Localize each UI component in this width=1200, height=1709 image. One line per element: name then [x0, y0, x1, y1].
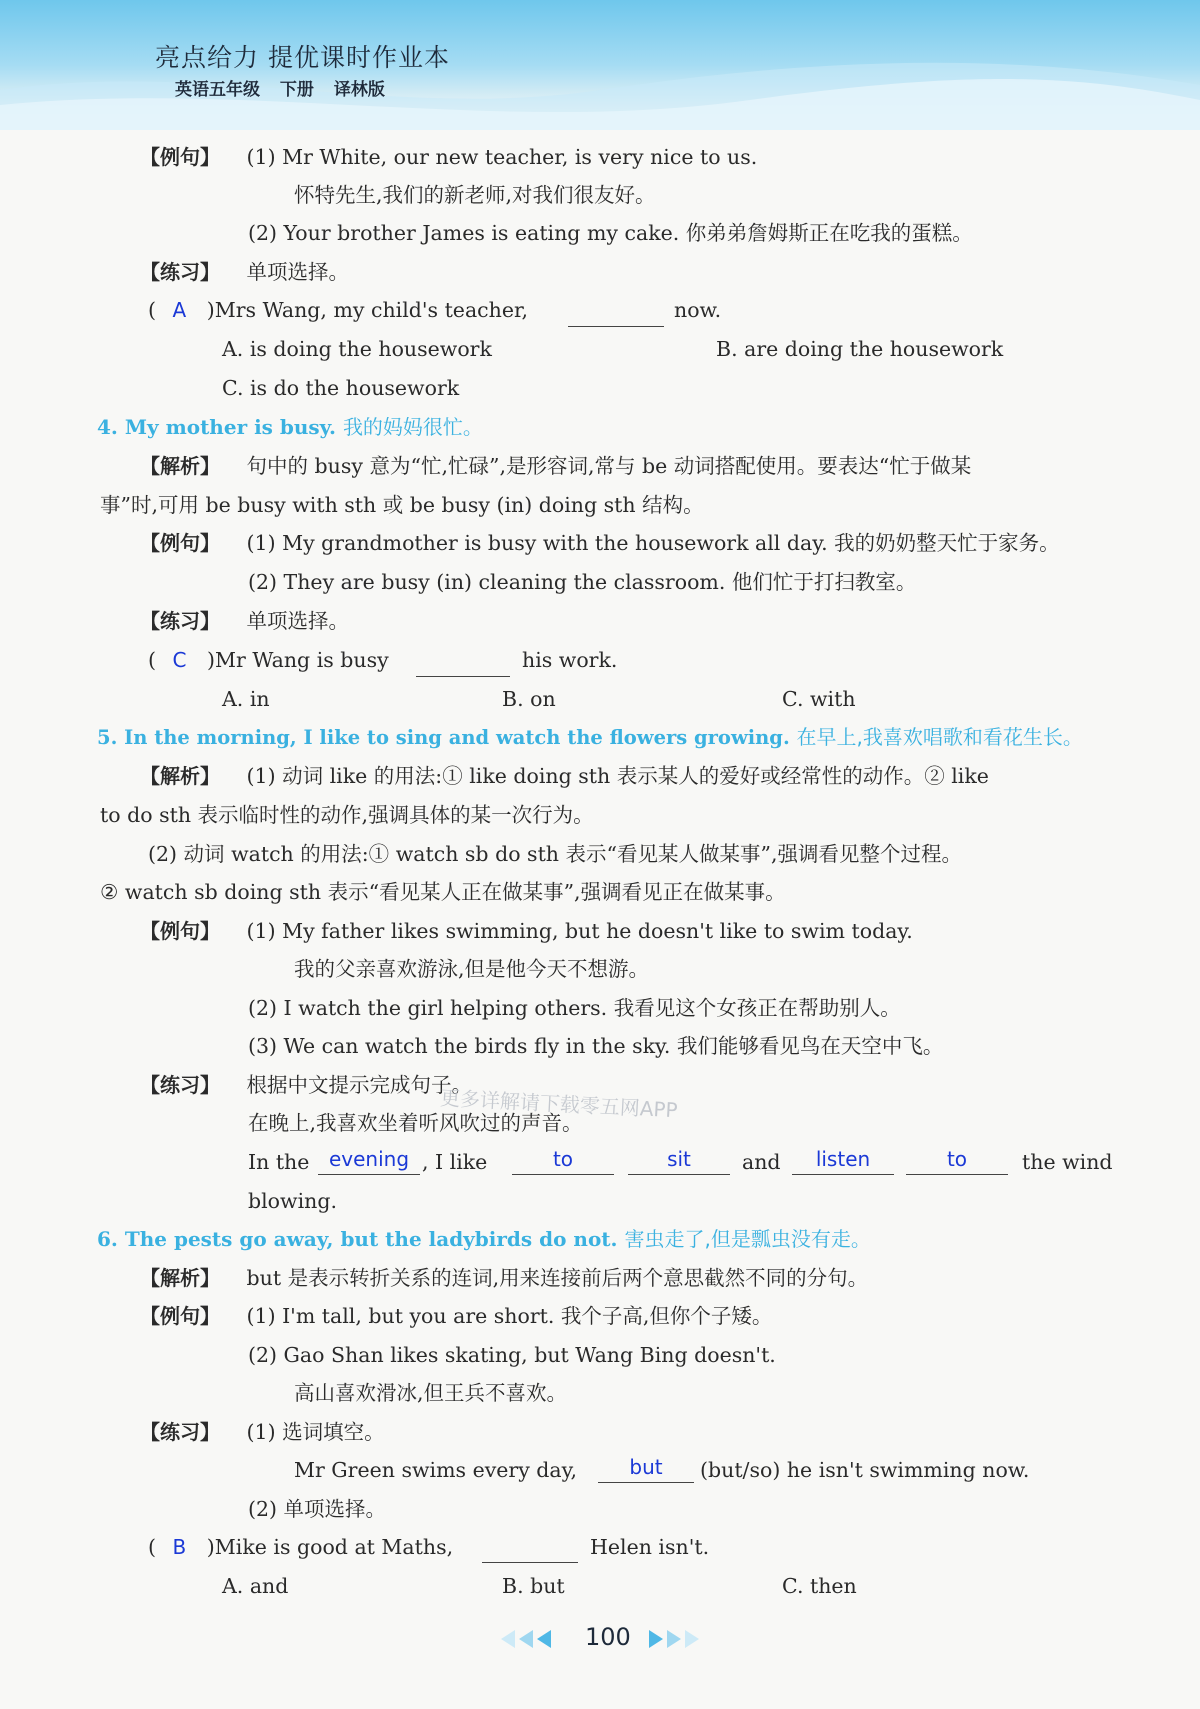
example-sentence: (2) I watch the girl helping others. 我看见这个女孩正在帮助别人。	[248, 996, 901, 1020]
watermark-text: 更多详解请下载零五网APP	[439, 1085, 679, 1123]
example-sentence: (1) My grandmother is busy with the housework all day. 我的奶奶整天忙于家务。	[246, 531, 1060, 555]
question-row	[148, 295, 528, 325]
answer-blank[interactable]: sit	[628, 1146, 730, 1175]
question-text: )Mr Wang is busy	[207, 648, 389, 672]
practice-prompt: 在晚上,我喜欢坐着听风吹过的声音。	[248, 1111, 583, 1135]
heading-english: 4. My mother is busy.	[97, 415, 336, 439]
example-tag: 【例句】	[140, 145, 220, 169]
paren-open: (	[148, 648, 156, 672]
analysis-text: (1) 动词 like 的用法:① like doing sth 表示某人的爱好或经常性的动作。② like	[246, 764, 989, 788]
question-end: Helen isn't.	[590, 1535, 710, 1559]
question-row	[148, 1532, 453, 1562]
example-row	[140, 142, 757, 172]
option-a: A. and	[222, 1574, 289, 1598]
answer-blank[interactable]: evening	[318, 1146, 420, 1175]
practice-title: 根据中文提示完成句子。	[246, 1073, 473, 1097]
answer-blank[interactable]	[568, 298, 664, 327]
heading-english: 5. In the morning, I like to sing and watch the flowers growing.	[97, 726, 790, 749]
section-heading	[97, 412, 483, 442]
option-c: C. is do the housework	[222, 376, 460, 400]
practice-title: 单项选择。	[246, 609, 350, 633]
analysis-tag: 【解析】	[140, 1266, 220, 1290]
practice-tag: 【练习】	[140, 1420, 220, 1444]
option-a: A. in	[222, 687, 270, 711]
section-heading	[97, 1224, 871, 1254]
answer-blank[interactable]: to	[906, 1146, 1008, 1175]
example-sentence: (2) Your brother James is eating my cake. 你弟弟詹姆斯正在吃我的蛋糕。	[248, 221, 973, 245]
example-translation: 高山喜欢滑冰,但王兵不喜欢。	[294, 1381, 568, 1405]
fill-end: the wind	[1022, 1150, 1113, 1174]
option-b: B. but	[502, 1574, 565, 1598]
fill-mid: , I like	[422, 1150, 488, 1174]
analysis-text: 事”时,可用 be busy with sth 或 be busy (in) doing sth 结构。	[100, 493, 704, 517]
practice-tag: 【练习】	[140, 1073, 220, 1097]
example-sentence: (1) Mr White, our new teacher, is very nice to us.	[246, 145, 758, 169]
example-row	[140, 1301, 772, 1331]
heading-chinese: 害虫走了,但是瓢虫没有走。	[624, 1227, 871, 1251]
section-heading	[97, 722, 1083, 753]
practice-row	[140, 257, 349, 287]
analysis-text: to do sth 表示临时性的动作,强调具体的某一次行为。	[100, 803, 594, 827]
practice-row	[140, 606, 349, 636]
analysis-text: (2) 动词 watch 的用法:① watch sb do sth 表示“看见某人做某事”,强调看见整个过程。	[148, 842, 963, 866]
answer-blank[interactable]: to	[512, 1146, 614, 1175]
practice-tag: 【练习】	[140, 609, 220, 633]
question-end: his work.	[522, 648, 618, 672]
example-tag: 【例句】	[140, 919, 220, 943]
option-b: B. on	[502, 687, 556, 711]
practice-title: (2) 单项选择。	[248, 1497, 387, 1521]
analysis-text: 句中的 busy 意为“忙,忙碌”,是形容词,常与 be 动词搭配使用。要表达“忙于做某	[246, 454, 972, 478]
option-c: C. with	[782, 687, 856, 711]
practice-title: 单项选择。	[246, 260, 350, 284]
practice-title: (1) 选词填空。	[246, 1420, 385, 1444]
paren-open: (	[148, 1535, 156, 1559]
option-c: C. then	[782, 1574, 857, 1598]
example-row	[140, 916, 913, 946]
option-a: A. is doing the housework	[222, 337, 492, 361]
example-sentence: (3) We can watch the birds fly in the sky. 我们能够看见鸟在天空中飞。	[248, 1034, 944, 1058]
answer-blank[interactable]	[416, 648, 510, 677]
page-header	[0, 0, 1200, 118]
analysis-row	[140, 451, 971, 481]
example-sentence: (1) I'm tall, but you are short. 我个子高,但你个子矮。	[246, 1304, 773, 1328]
answer-blank[interactable]: but	[598, 1454, 694, 1483]
book-subtitle: 英语五年级 下册 译林版	[175, 80, 385, 100]
answer-text[interactable]: C	[172, 648, 187, 672]
heading-chinese: 我的妈妈很忙。	[342, 415, 483, 439]
option-b: B. are doing the housework	[716, 337, 1004, 361]
practice-row	[140, 1070, 472, 1100]
fill-last: blowing.	[248, 1189, 337, 1213]
heading-english: 6. The pests go away, but the ladybirds do not.	[97, 1227, 618, 1251]
example-row	[140, 528, 1060, 558]
answer-text[interactable]: B	[172, 1535, 187, 1559]
paren-open: (	[148, 298, 156, 322]
practice-row	[140, 1417, 385, 1447]
question-row	[148, 645, 389, 675]
example-translation: 怀特先生,我们的新老师,对我们很友好。	[294, 183, 656, 207]
question-text: )Mrs Wang, my child's teacher,	[206, 298, 529, 322]
prev-arrows-icon[interactable]	[501, 1630, 551, 1648]
analysis-text: but 是表示转折关系的连词,用来连接前后两个意思截然不同的分句。	[246, 1266, 869, 1290]
fill-and: and	[742, 1150, 781, 1174]
example-sentence: (2) They are busy (in) cleaning the classroom. 他们忙于打扫教室。	[248, 570, 917, 594]
practice-tag: 【练习】	[140, 260, 220, 284]
analysis-row	[140, 1263, 868, 1293]
heading-chinese: 在早上,我喜欢唱歌和看花生长。	[796, 725, 1083, 749]
example-tag: 【例句】	[140, 531, 220, 555]
answer-text[interactable]: A	[172, 298, 187, 322]
page-number: 100	[585, 1623, 631, 1651]
analysis-tag: 【解析】	[140, 764, 220, 788]
example-sentence: (1) My father likes swimming, but he doesn't like to swim today.	[246, 919, 913, 943]
example-sentence: (2) Gao Shan likes skating, but Wang Bing doesn't.	[248, 1343, 776, 1367]
book-title: 亮点给力 提优课时作业本	[155, 43, 450, 72]
answer-blank[interactable]: listen	[792, 1146, 894, 1175]
question-end: now.	[674, 298, 722, 322]
example-tag: 【例句】	[140, 1304, 220, 1328]
analysis-tag: 【解析】	[140, 454, 220, 478]
analysis-row	[140, 761, 989, 791]
fill-text: Mr Green swims every day,	[294, 1458, 578, 1482]
analysis-text: ② watch sb doing sth 表示“看见某人正在做某事”,强调看见正在做某事。	[100, 880, 786, 904]
next-arrows-icon[interactable]	[649, 1630, 699, 1648]
fill-prefix: In the	[248, 1150, 310, 1174]
question-text: )Mike is good at Maths,	[206, 1535, 454, 1559]
fill-end: (but/so) he isn't swimming now.	[700, 1458, 1030, 1482]
example-translation: 我的父亲喜欢游泳,但是他今天不想游。	[294, 957, 650, 981]
answer-blank[interactable]	[482, 1534, 578, 1563]
